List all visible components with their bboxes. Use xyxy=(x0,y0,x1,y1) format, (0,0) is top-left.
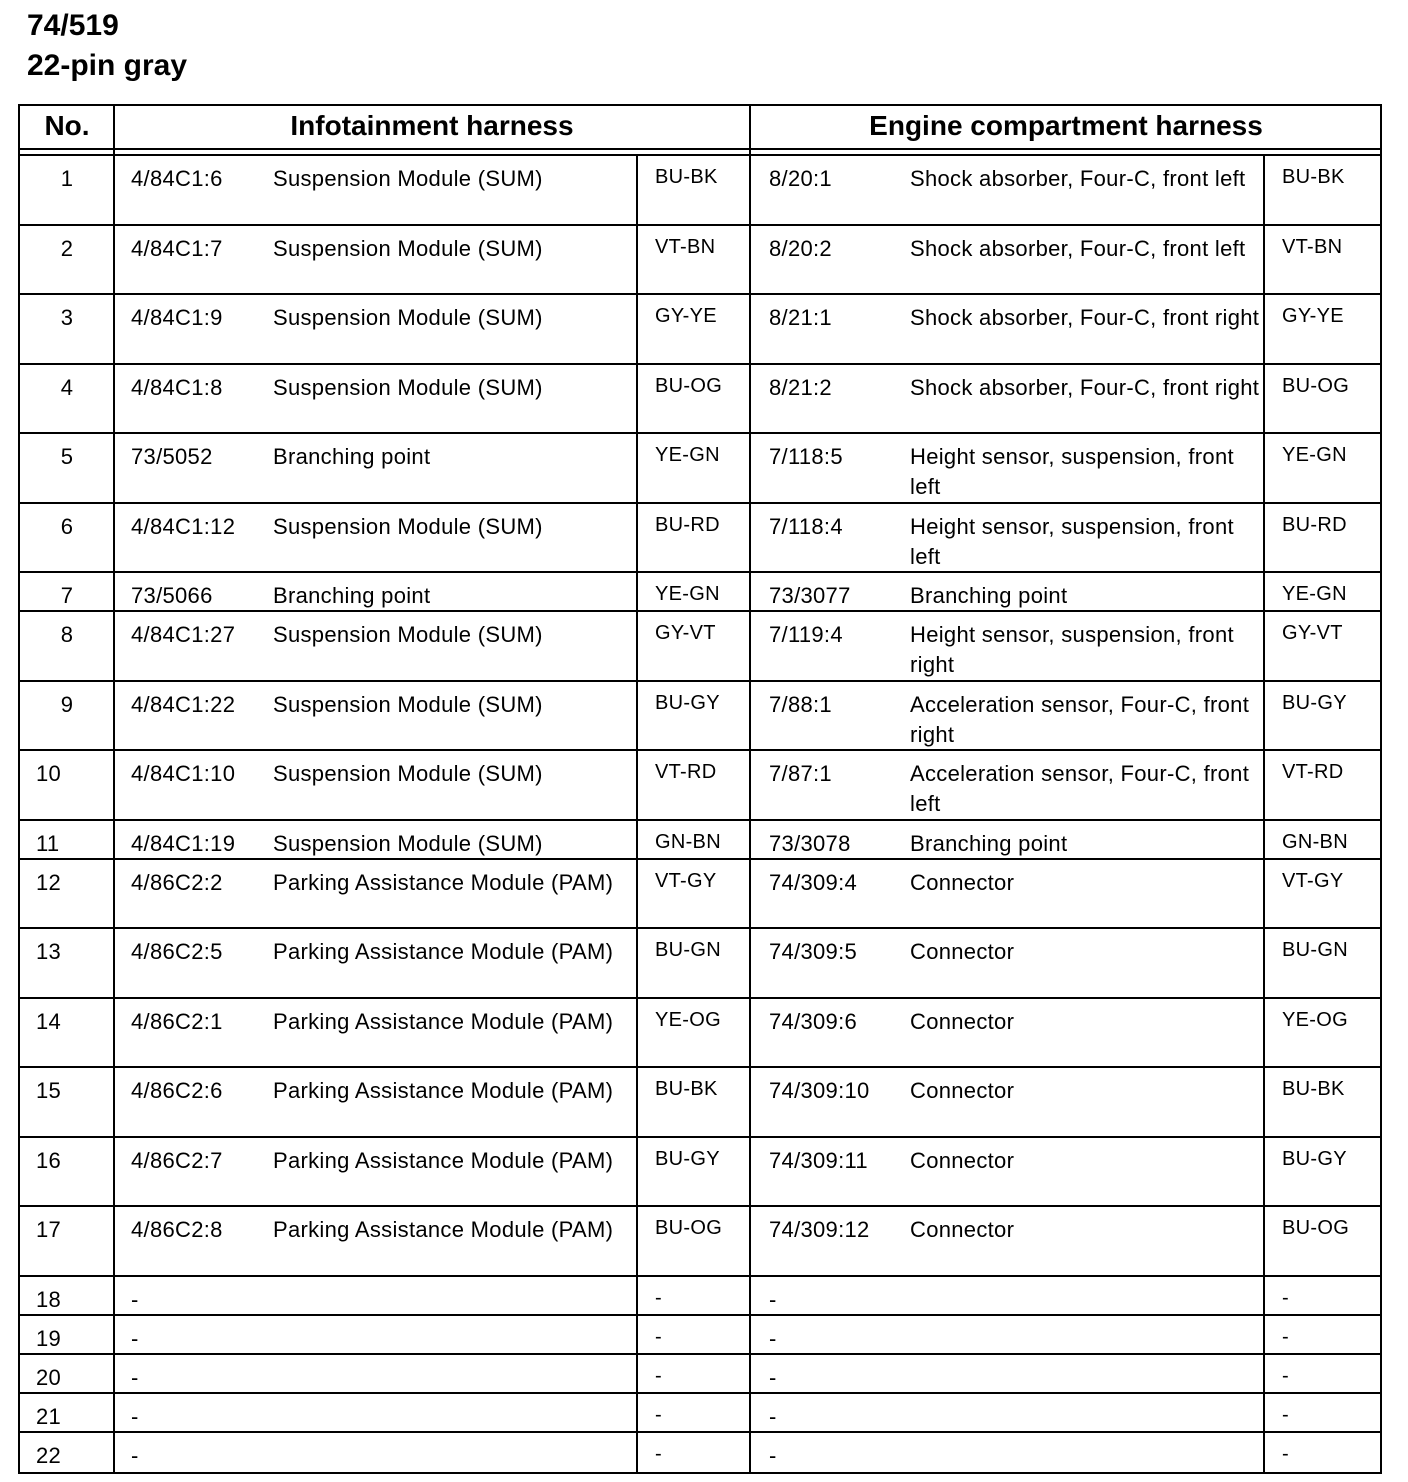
infotainment-wire-color: - xyxy=(655,1325,662,1348)
infotainment-description: Parking Assistance Module (PAM) xyxy=(273,1147,614,1173)
infotainment-code: 4/84C1:8 xyxy=(131,374,223,400)
engine-description: Shock absorber, Four-C, front left xyxy=(910,166,1246,191)
engine-wire-color: VT-RD xyxy=(1282,761,1344,783)
infotainment-wire-color: GY-VT xyxy=(655,622,716,644)
engine-code: 7/119:4 xyxy=(769,622,843,647)
pin-number: 11 xyxy=(36,830,60,856)
infotainment-wire-color: BU-GY xyxy=(655,691,720,714)
pin-number: 7 xyxy=(60,583,74,608)
engine-code: - xyxy=(769,1286,777,1312)
infotainment-wire-color: - xyxy=(655,1364,662,1387)
connector-id: 74/519 xyxy=(27,9,119,42)
table-row xyxy=(20,1138,1380,1208)
engine-code: 7/118:5 xyxy=(769,444,843,469)
table-row xyxy=(20,1207,1380,1277)
infotainment-wire-color: YE-GN xyxy=(655,583,720,605)
table-row xyxy=(20,434,1380,504)
infotainment-description: Parking Assistance Module (PAM) xyxy=(273,1008,614,1034)
infotainment-code: - xyxy=(131,1403,139,1429)
engine-wire-color: BU-BK xyxy=(1282,166,1345,188)
engine-description: Connector xyxy=(910,1147,1015,1173)
infotainment-code: - xyxy=(131,1364,139,1390)
table-row xyxy=(20,612,1380,682)
infotainment-wire-color: - xyxy=(655,1286,662,1309)
infotainment-wire-color: VT-GY xyxy=(655,869,717,892)
engine-code: 74/309:6 xyxy=(769,1008,858,1034)
table-row xyxy=(20,226,1380,296)
infotainment-code: 4/86C2:8 xyxy=(131,1217,223,1242)
pin-number: 22 xyxy=(36,1442,62,1468)
pin-number: 10 xyxy=(36,761,62,786)
engine-description: Connector xyxy=(910,939,1015,964)
infotainment-wire-color: GN-BN xyxy=(655,830,721,853)
engine-wire-color: - xyxy=(1282,1286,1289,1309)
engine-code: 73/3077 xyxy=(769,583,851,608)
engine-wire-color: YE-GN xyxy=(1282,444,1347,466)
engine-code: - xyxy=(769,1325,777,1351)
engine-wire-color: BU-BK xyxy=(1282,1078,1345,1100)
engine-code: - xyxy=(769,1364,777,1390)
pin-number: 4 xyxy=(60,374,74,400)
pin-number: 18 xyxy=(36,1286,62,1312)
infotainment-code: 4/84C1:22 xyxy=(131,691,236,717)
engine-code: 8/21:2 xyxy=(769,374,832,400)
engine-code: - xyxy=(769,1442,777,1468)
infotainment-code: - xyxy=(131,1325,139,1351)
engine-wire-color: - xyxy=(1282,1364,1289,1387)
engine-code: 7/87:1 xyxy=(769,761,832,786)
table-row xyxy=(20,295,1380,365)
table-row xyxy=(20,1394,1380,1433)
engine-code: - xyxy=(769,1403,777,1429)
table-row xyxy=(20,860,1380,930)
infotainment-code: 4/84C1:6 xyxy=(131,166,223,191)
infotainment-wire-color: VT-BN xyxy=(655,235,716,258)
infotainment-description: Parking Assistance Module (PAM) xyxy=(273,939,614,964)
table-header xyxy=(20,106,1380,150)
table-row xyxy=(20,573,1380,612)
engine-wire-color: VT-GY xyxy=(1282,869,1344,892)
engine-code: 74/309:5 xyxy=(769,939,858,964)
engine-code: 74/309:10 xyxy=(769,1078,870,1103)
pin-number: 21 xyxy=(36,1403,62,1429)
infotainment-description: Suspension Module (SUM) xyxy=(273,830,543,856)
infotainment-wire-color: BU-OG xyxy=(655,374,723,397)
infotainment-description: Parking Assistance Module (PAM) xyxy=(273,1217,614,1242)
infotainment-code: 4/86C2:6 xyxy=(131,1078,223,1103)
pin-number: 14 xyxy=(36,1008,62,1034)
engine-description: Acceleration sensor, Four-C, front left xyxy=(910,761,1250,816)
engine-wire-color: YE-GN xyxy=(1282,583,1347,605)
connector-description: 22-pin gray xyxy=(27,49,188,82)
pin-number: 6 xyxy=(60,513,74,539)
engine-wire-color: BU-GY xyxy=(1282,691,1347,714)
engine-wire-color: YE-OG xyxy=(1282,1008,1348,1031)
engine-code: 74/309:12 xyxy=(769,1217,870,1242)
table-row xyxy=(20,682,1380,752)
table-row xyxy=(20,1355,1380,1394)
engine-description: Connector xyxy=(910,869,1015,895)
engine-description: Branching point xyxy=(910,830,1068,856)
engine-description: Branching point xyxy=(910,583,1068,608)
infotainment-code: 4/84C1:12 xyxy=(131,513,236,539)
table-row xyxy=(20,1068,1380,1138)
engine-description: Connector xyxy=(910,1008,1015,1034)
infotainment-wire-color: BU-BK xyxy=(655,1078,718,1100)
table-row xyxy=(20,821,1380,860)
header-engine: Engine compartment harness xyxy=(869,110,1263,141)
infotainment-code: 4/84C1:27 xyxy=(131,622,236,647)
engine-wire-color: GY-YE xyxy=(1282,305,1344,327)
pin-number: 15 xyxy=(36,1078,62,1103)
infotainment-code: 4/86C2:5 xyxy=(131,939,223,964)
table-row xyxy=(20,504,1380,574)
pin-number: 8 xyxy=(60,622,74,647)
engine-code: 74/309:4 xyxy=(769,869,858,895)
infotainment-wire-color: YE-GN xyxy=(655,444,720,466)
infotainment-wire-color: BU-BK xyxy=(655,166,718,188)
infotainment-description: Parking Assistance Module (PAM) xyxy=(273,1078,614,1103)
engine-code: 7/118:4 xyxy=(769,513,843,539)
engine-description: Height sensor, suspension, front left xyxy=(910,444,1234,499)
engine-wire-color: - xyxy=(1282,1442,1289,1465)
infotainment-description: Suspension Module (SUM) xyxy=(273,622,543,647)
pin-number: 13 xyxy=(36,939,62,964)
infotainment-code: 4/84C1:9 xyxy=(131,305,223,330)
infotainment-code: 4/84C1:19 xyxy=(131,830,236,856)
engine-wire-color: - xyxy=(1282,1325,1289,1348)
engine-wire-color: BU-OG xyxy=(1282,1217,1350,1239)
infotainment-code: 4/86C2:1 xyxy=(131,1008,223,1034)
pin-number: 2 xyxy=(60,235,74,261)
engine-description: Height sensor, suspension, front right xyxy=(910,622,1234,677)
engine-description: Connector xyxy=(910,1217,1015,1242)
table-row xyxy=(20,1277,1380,1316)
table-row xyxy=(20,1316,1380,1355)
infotainment-code: 4/84C1:10 xyxy=(131,761,236,786)
infotainment-description: Suspension Module (SUM) xyxy=(273,691,543,717)
engine-code: 74/309:11 xyxy=(769,1147,868,1173)
engine-code: 73/3078 xyxy=(769,830,851,856)
infotainment-wire-color: - xyxy=(655,1403,662,1426)
infotainment-code: 73/5066 xyxy=(131,583,213,608)
engine-code: 8/21:1 xyxy=(769,305,832,330)
infotainment-wire-color: BU-RD xyxy=(655,513,720,536)
table-row xyxy=(20,999,1380,1069)
pin-number: 5 xyxy=(60,444,74,469)
engine-description: Acceleration sensor, Four-C, front right xyxy=(910,691,1250,747)
engine-code: 8/20:1 xyxy=(769,166,832,191)
engine-wire-color: GN-BN xyxy=(1282,830,1348,853)
pin-number: 20 xyxy=(36,1364,62,1390)
infotainment-description: Suspension Module (SUM) xyxy=(273,374,543,400)
engine-description: Shock absorber, Four-C, front right xyxy=(910,374,1260,400)
infotainment-code: 4/86C2:7 xyxy=(131,1147,223,1173)
table-row xyxy=(20,929,1380,999)
engine-description: Shock absorber, Four-C, front left xyxy=(910,235,1246,261)
header-no: No. xyxy=(44,110,90,141)
infotainment-wire-color: - xyxy=(655,1442,662,1465)
engine-description: Connector xyxy=(910,1078,1015,1103)
engine-description: Shock absorber, Four-C, front right xyxy=(910,305,1260,330)
infotainment-code: 4/84C1:7 xyxy=(131,235,223,261)
table-row xyxy=(20,1433,1380,1472)
engine-wire-color: - xyxy=(1282,1403,1289,1426)
table-row xyxy=(20,156,1380,226)
engine-wire-color: BU-GN xyxy=(1282,939,1348,961)
infotainment-wire-color: YE-OG xyxy=(655,1008,721,1031)
pin-table xyxy=(18,104,1382,1474)
pin-number: 12 xyxy=(36,869,62,895)
infotainment-code: - xyxy=(131,1442,139,1468)
infotainment-code: - xyxy=(131,1286,139,1312)
engine-wire-color: GY-VT xyxy=(1282,622,1343,644)
infotainment-code: 4/86C2:2 xyxy=(131,869,223,895)
infotainment-description: Suspension Module (SUM) xyxy=(273,235,543,261)
engine-wire-color: VT-BN xyxy=(1282,235,1343,258)
pin-number: 16 xyxy=(36,1147,62,1173)
table-row xyxy=(20,365,1380,435)
engine-code: 8/20:2 xyxy=(769,235,832,261)
engine-wire-color: BU-OG xyxy=(1282,374,1350,397)
table-row xyxy=(20,751,1380,821)
infotainment-description: Suspension Module (SUM) xyxy=(273,305,543,330)
infotainment-wire-color: BU-OG xyxy=(655,1217,723,1239)
infotainment-description: Branching point xyxy=(273,583,431,608)
engine-description: Height sensor, suspension, front left xyxy=(910,513,1234,569)
engine-wire-color: BU-GY xyxy=(1282,1147,1347,1170)
infotainment-description: Suspension Module (SUM) xyxy=(273,513,543,539)
header-infotainment: Infotainment harness xyxy=(290,110,574,141)
pin-number: 19 xyxy=(36,1325,62,1351)
infotainment-description: Suspension Module (SUM) xyxy=(273,166,543,191)
infotainment-wire-color: BU-GY xyxy=(655,1147,720,1170)
infotainment-description: Suspension Module (SUM) xyxy=(273,761,543,786)
pin-number: 1 xyxy=(60,166,74,191)
pin-number: 9 xyxy=(60,691,74,717)
infotainment-code: 73/5052 xyxy=(131,444,213,469)
infotainment-wire-color: BU-GN xyxy=(655,939,721,961)
pin-number: 3 xyxy=(60,305,74,330)
pin-number: 17 xyxy=(36,1217,62,1242)
infotainment-description: Parking Assistance Module (PAM) xyxy=(273,869,614,895)
infotainment-description: Branching point xyxy=(273,444,431,469)
infotainment-wire-color: GY-YE xyxy=(655,305,717,327)
engine-wire-color: BU-RD xyxy=(1282,513,1347,536)
infotainment-wire-color: VT-RD xyxy=(655,761,717,783)
table-body xyxy=(20,156,1380,1472)
engine-code: 7/88:1 xyxy=(769,691,832,717)
